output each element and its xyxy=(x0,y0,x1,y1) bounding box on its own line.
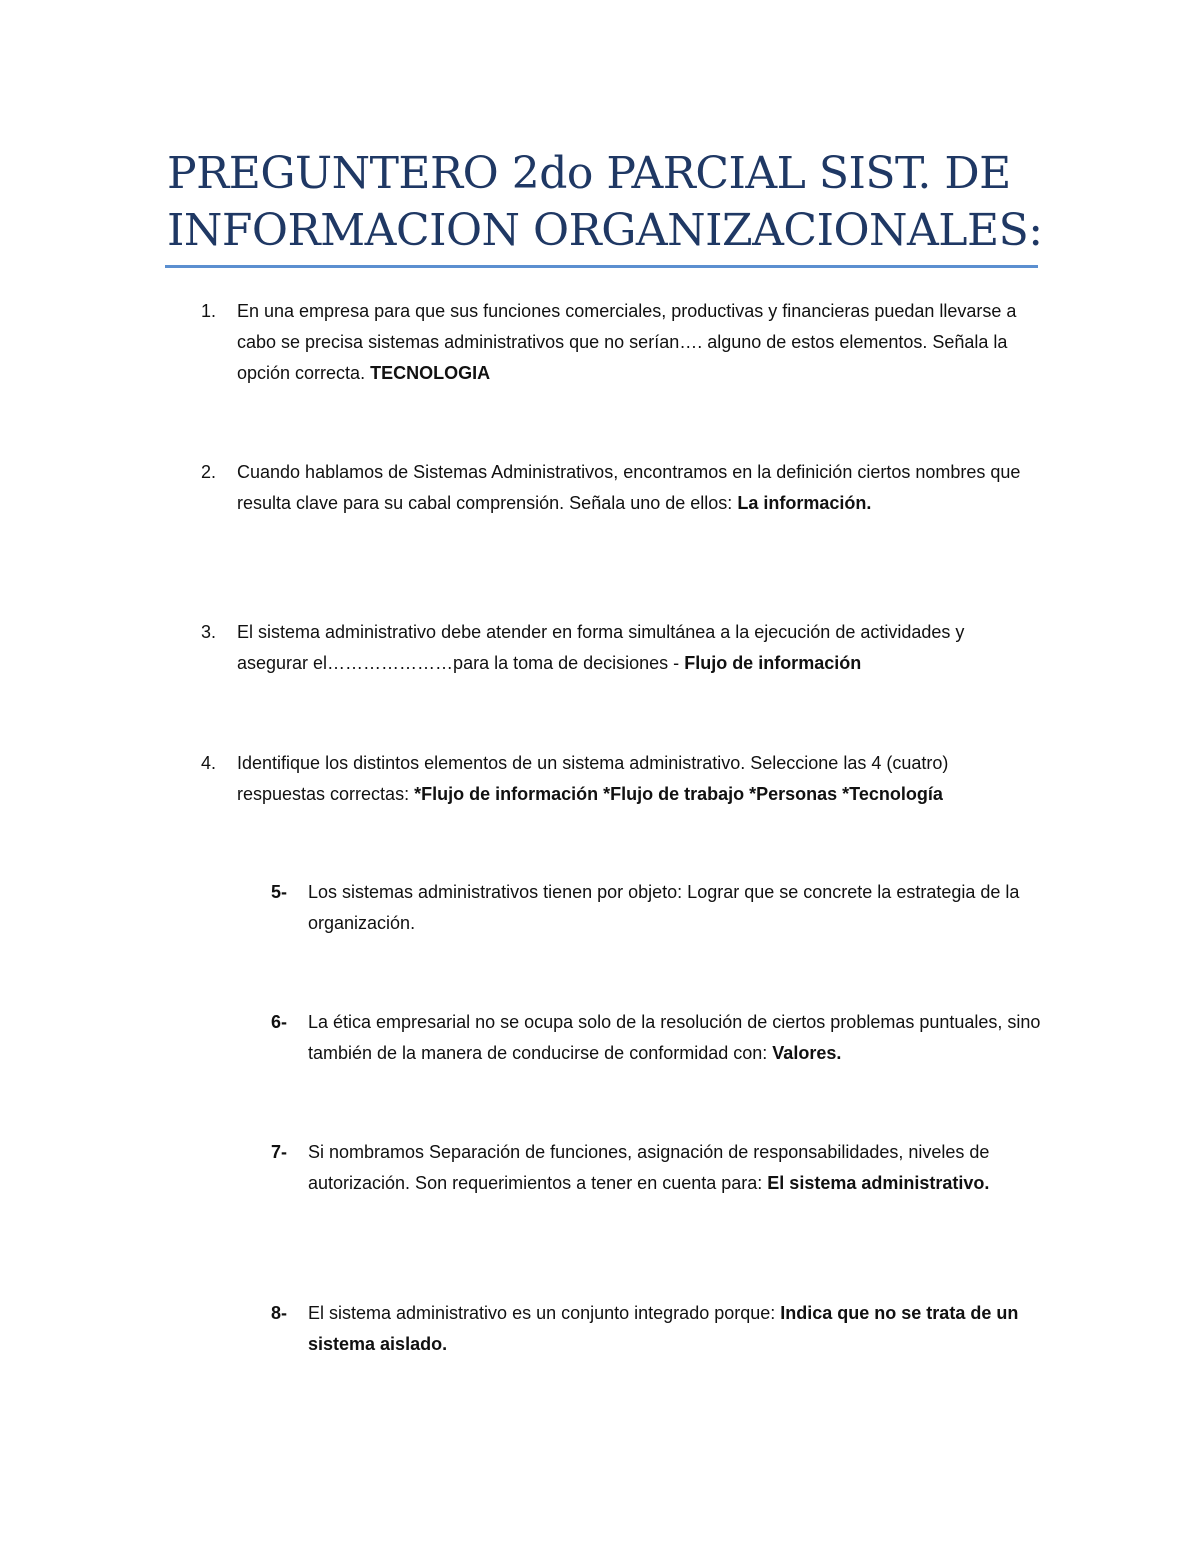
question-text xyxy=(237,296,1037,389)
question-body: La ética empresarial no se ocupa solo de la resolución de ciertos problemas puntuales, sino también de la manera de conducirse de conformidad con: xyxy=(308,1012,1041,1063)
question-6 xyxy=(271,1007,1043,1069)
title-line-2: INFORMACION ORGANIZACIONALES: xyxy=(167,205,1043,256)
question-1 xyxy=(201,296,1037,389)
question-answer: La información. xyxy=(737,493,872,513)
question-8 xyxy=(271,1298,1043,1360)
question-body: El sistema administrativo es un conjunto integrado porque: xyxy=(308,1303,776,1323)
question-answer: El sistema administrativo. xyxy=(767,1173,990,1193)
question-answer: *Flujo de información *Flujo de trabajo *Personas *Tecnología xyxy=(414,784,943,804)
question-text xyxy=(308,1007,1043,1069)
question-text xyxy=(237,457,1037,519)
question-number: 2. xyxy=(201,462,217,482)
question-answer: Valores. xyxy=(772,1043,842,1063)
title-underline xyxy=(165,265,1038,268)
question-3 xyxy=(201,617,1037,679)
document-title xyxy=(167,145,1047,259)
question-text xyxy=(308,1137,1043,1199)
question-body: El sistema administrativo debe atender en forma simultánea a la ejecución de actividades y asegurar el…………………para la toma de decisiones - xyxy=(237,622,965,673)
question-text xyxy=(308,877,1043,939)
question-number: 6- xyxy=(271,1012,288,1032)
question-4 xyxy=(201,748,1037,810)
question-text xyxy=(308,1298,1043,1360)
question-number: 4. xyxy=(201,753,217,773)
question-answer: Indica que no se trata de un sistema aislado. xyxy=(308,1303,1019,1354)
title-line-1: PREGUNTERO 2do PARCIAL SIST. DE xyxy=(167,148,1011,199)
question-number: 1. xyxy=(201,301,217,321)
question-text xyxy=(237,748,1037,810)
question-7 xyxy=(271,1137,1043,1199)
question-number: 7- xyxy=(271,1142,288,1162)
question-body: Si nombramos Separación de funciones, asignación de responsabilidades, niveles de autorización. Son requerimientos a tener en cuenta para: xyxy=(308,1142,990,1193)
question-number: 5- xyxy=(271,882,288,902)
question-2 xyxy=(201,457,1037,519)
question-body: En una empresa para que sus funciones comerciales, productivas y financieras puedan llevarse a cabo se precisa sistemas administrativos que no serían…. alguno de estos elementos. Señala la opción correcta. xyxy=(237,301,1017,383)
question-number: 3. xyxy=(201,622,217,642)
question-5 xyxy=(271,877,1043,939)
question-answer: Flujo de información xyxy=(684,653,862,673)
question-body: Identifique los distintos elementos de un sistema administrativo. Seleccione las 4 (cuatro) respuestas correctas: xyxy=(237,753,949,804)
question-body: Los sistemas administrativos tienen por objeto: Lograr que se concrete la estrategia de la organización. xyxy=(308,882,1020,933)
question-answer: TECNOLOGIA xyxy=(370,363,491,383)
question-text xyxy=(237,617,1037,679)
question-number: 8- xyxy=(271,1303,288,1323)
question-body: Cuando hablamos de Sistemas Administrativos, encontramos en la definición ciertos nombres que resulta clave para su cabal comprensión. Señala uno de ellos: xyxy=(237,462,1021,513)
